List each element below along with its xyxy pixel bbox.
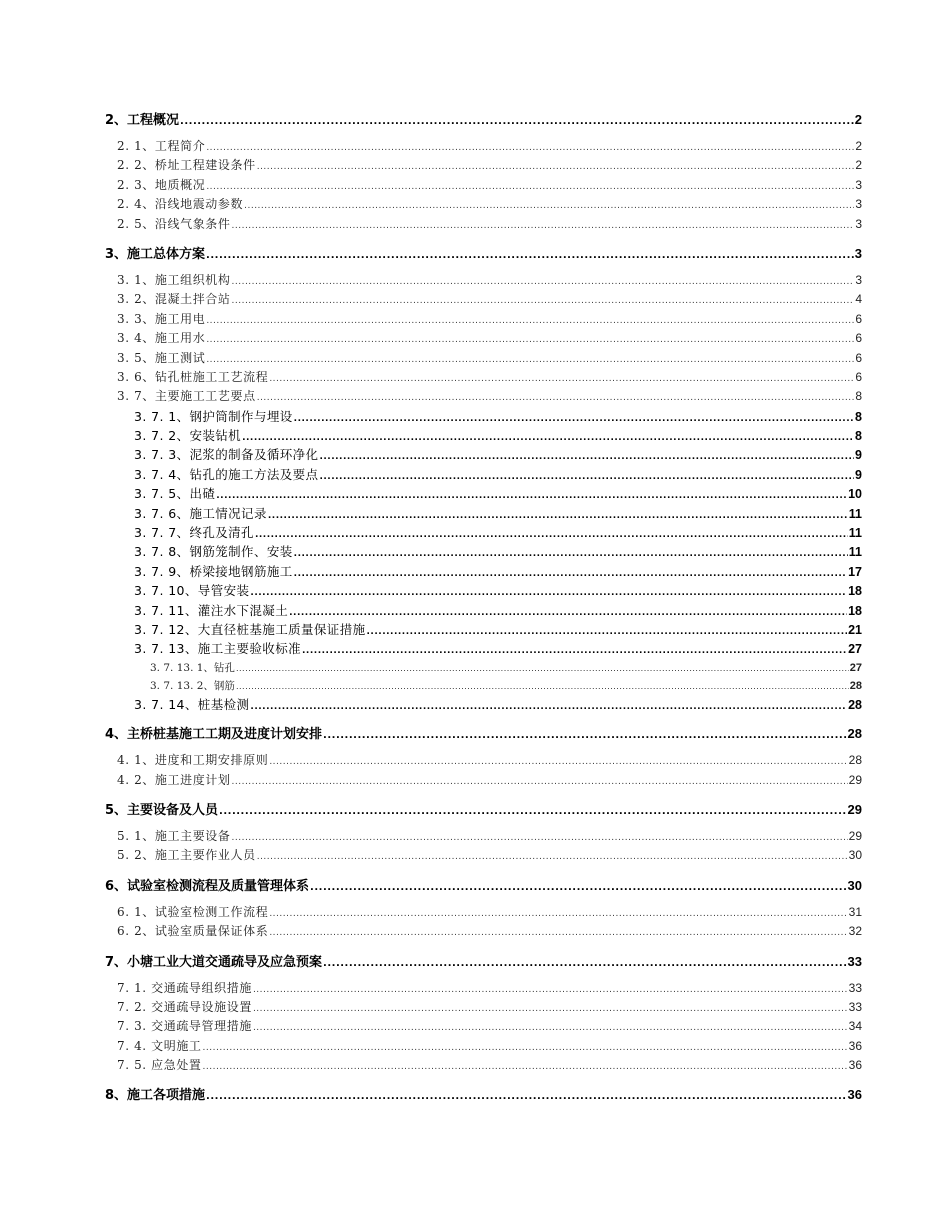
dot-leader — [244, 197, 854, 216]
dot-leader — [232, 829, 848, 848]
toc-entry-label: 3. 7. 13. 1、钻孔 — [150, 661, 235, 674]
toc-entry-page-number: 17 — [848, 564, 862, 579]
toc-entry-page-number: 33 — [848, 999, 862, 1014]
dot-leader — [323, 954, 846, 973]
toc-entry-page-number: 3 — [855, 216, 862, 231]
dot-leader — [232, 217, 855, 236]
toc-entry-page-number: 36 — [847, 1087, 862, 1103]
toc-entry-label: 2. 2、桥址工程建设条件 — [117, 158, 256, 173]
toc-entry-page-number: 6 — [855, 350, 862, 365]
toc-entry-level-3[interactable] — [105, 523, 862, 542]
toc-entry-page-number: 6 — [855, 369, 862, 384]
toc-entry-page-number: 34 — [848, 1019, 862, 1034]
toc-entry-level-2[interactable] — [105, 1037, 862, 1056]
dot-leader — [294, 545, 848, 564]
toc-entry-page-number: 36 — [848, 1058, 862, 1073]
dot-leader — [232, 273, 855, 292]
toc-entry-label: 3. 5、施工测试 — [117, 350, 206, 365]
toc-entry-page-number: 10 — [848, 487, 862, 502]
toc-entry-level-3[interactable] — [105, 407, 862, 426]
toc-entry-label: 3. 7. 2、安装钻机 — [134, 428, 242, 444]
toc-entry-page-number: 3 — [855, 272, 862, 287]
toc-entry-label: 5. 1、施工主要设备 — [117, 828, 231, 843]
toc-entry-page-number: 29 — [847, 801, 862, 817]
toc-entry-label: 3. 7. 12、大直径桩基施工质量保证措施 — [134, 621, 366, 637]
toc-entry-page-number: 2 — [855, 139, 862, 153]
toc-entry-page-number: 8 — [855, 429, 862, 444]
toc-entry-label: 7、小塘工业大道交通疏导及应急预案 — [105, 954, 323, 970]
toc-entry-label: 4. 2、施工进度计划 — [117, 772, 231, 787]
toc-entry-level-1[interactable] — [105, 800, 862, 819]
dot-leader — [219, 802, 846, 821]
toc-entry-page-number: 29 — [848, 772, 862, 787]
toc-entry-label: 2、工程概况 — [105, 113, 180, 128]
dot-leader — [294, 410, 854, 429]
dot-leader — [257, 389, 855, 408]
toc-entry-level-1[interactable] — [105, 724, 862, 743]
toc-entry-level-2[interactable] — [105, 329, 862, 348]
dot-leader — [253, 1019, 848, 1038]
toc-entry-page-number: 32 — [848, 924, 862, 939]
toc-entry-level-2[interactable] — [105, 215, 862, 234]
toc-entry-label: 3. 2、混凝土拌合站 — [117, 292, 231, 307]
toc-entry-page-number: 18 — [848, 603, 862, 618]
toc-entry-level-2[interactable] — [105, 156, 862, 175]
toc-entry-page-number: 27 — [849, 661, 862, 674]
dot-leader — [203, 1058, 848, 1077]
toc-entry-page-number: 11 — [848, 545, 862, 560]
toc-entry-page-number: 30 — [848, 848, 862, 863]
dot-leader — [206, 351, 854, 370]
dot-leader — [232, 292, 855, 311]
toc-entry-page-number: 6 — [855, 311, 862, 326]
toc-entry-page-number: 36 — [848, 1038, 862, 1053]
toc-entry-level-3[interactable] — [105, 601, 862, 620]
toc-entry-level-3[interactable] — [105, 562, 862, 581]
toc-entry-label: 3. 1、施工组织机构 — [117, 272, 231, 287]
toc-entry-page-number: 28 — [847, 726, 862, 742]
toc-entry-level-4[interactable] — [105, 659, 862, 677]
toc-entry-level-2[interactable] — [105, 310, 862, 329]
toc-entry-page-number: 28 — [848, 753, 862, 768]
toc-entry-label: 3. 7. 9、桥梁接地钢筋施工 — [134, 563, 293, 579]
toc-entry-label: 4. 1、进度和工期安排原则 — [117, 753, 269, 768]
toc-entry-label: 7. 4. 文明施工 — [117, 1038, 202, 1053]
toc-entry-level-2[interactable] — [105, 195, 862, 214]
toc-entry-level-3[interactable] — [105, 484, 862, 503]
toc-entry-label: 2. 5、沿线气象条件 — [117, 216, 231, 231]
toc-entry-page-number: 9 — [855, 467, 862, 482]
toc-entry-level-2[interactable] — [105, 771, 862, 790]
toc-entry-level-3[interactable] — [105, 445, 862, 464]
toc-entry-label: 7. 2. 交通疏导设施设置 — [117, 999, 252, 1014]
toc-entry-level-2[interactable] — [105, 290, 862, 309]
dot-leader — [242, 429, 854, 448]
toc-entry-label: 7. 1. 交通疏导组织措施 — [117, 980, 252, 995]
dot-leader — [319, 448, 854, 467]
toc-entry-label: 7. 5. 应急处置 — [117, 1058, 202, 1073]
toc-entry-page-number: 18 — [848, 584, 862, 599]
toc-entry-label: 3. 7、主要施工工艺要点 — [117, 389, 256, 404]
toc-entry-label: 3. 4、施工用水 — [117, 331, 206, 346]
dot-leader — [206, 139, 854, 158]
dot-leader — [269, 905, 847, 924]
dot-leader — [310, 878, 846, 897]
dot-leader — [253, 1000, 848, 1019]
toc-entry-page-number: 11 — [848, 526, 862, 541]
toc-entry-page-number: 29 — [848, 828, 862, 843]
dot-leader — [236, 660, 849, 678]
toc-entry-label: 3. 7. 14、桩基检测 — [134, 696, 250, 712]
toc-entry-page-number: 3 — [854, 245, 862, 261]
toc-entry-label: 3. 7. 1、钢护筒制作与埋设 — [134, 408, 293, 424]
toc-entry-label: 3. 6、钻孔桩施工工艺流程 — [117, 369, 269, 384]
toc-entry-level-2[interactable] — [105, 998, 862, 1017]
toc-entry-page-number: 8 — [855, 409, 862, 424]
toc-entry-level-2[interactable] — [105, 979, 862, 998]
toc-entry-level-2[interactable] — [105, 387, 862, 406]
toc-entry-page-number: 33 — [848, 980, 862, 995]
toc-entry-page-number: 3 — [855, 197, 862, 212]
dot-leader — [367, 623, 848, 642]
toc-entry-level-3[interactable] — [105, 639, 862, 658]
toc-entry-label: 6. 1、试验室检测工作流程 — [117, 904, 269, 919]
toc-entry-page-number: 30 — [847, 877, 862, 893]
toc-entry-level-3[interactable] — [105, 581, 862, 600]
toc-entry-page-number: 2 — [855, 158, 862, 173]
toc-entry-level-2[interactable] — [105, 176, 862, 195]
toc-entry-page-number: 11 — [848, 506, 862, 521]
toc-entry-label: 6. 2、试验室质量保证体系 — [117, 924, 269, 939]
toc-entry-page-number: 28 — [849, 679, 862, 692]
toc-entry-level-3[interactable] — [105, 426, 862, 445]
toc-entry-page-number: 6 — [855, 331, 862, 346]
toc-entry-level-1[interactable] — [105, 1085, 862, 1104]
toc-entry-page-number: 31 — [848, 904, 862, 919]
dot-leader — [232, 773, 848, 792]
toc-entry-level-3[interactable] — [105, 504, 862, 523]
toc-entry-level-1[interactable] — [105, 244, 862, 263]
toc-entry-level-1[interactable] — [105, 110, 862, 129]
toc-entry-label: 3. 7. 3、泥浆的制备及循环净化 — [134, 447, 319, 463]
toc-entry-level-2[interactable] — [105, 349, 862, 368]
toc-entry-label: 3. 7. 5、出碴 — [134, 486, 216, 502]
toc-entry-label: 2. 4、沿线地震动参数 — [117, 197, 244, 212]
dot-leader — [206, 331, 854, 350]
toc-entry-label: 7. 3. 交通疏导管理措施 — [117, 1019, 252, 1034]
toc-entry-page-number: 9 — [855, 448, 862, 463]
dot-leader — [216, 487, 847, 506]
dot-leader — [268, 507, 848, 526]
toc-entry-label: 3. 7. 4、钻孔的施工方法及要点 — [134, 466, 319, 482]
toc-entry-label: 2. 1、工程简介 — [117, 139, 206, 153]
toc-entry-level-4[interactable] — [105, 677, 862, 695]
dot-leader — [269, 370, 854, 389]
toc-entry-label: 5. 2、施工主要作业人员 — [117, 848, 256, 863]
toc-entry-level-2[interactable] — [105, 922, 862, 941]
toc-entry-label: 3. 7. 8、钢筋笼制作、安装 — [134, 544, 293, 560]
toc-entry-label: 3. 7. 6、施工情况记录 — [134, 505, 267, 521]
toc-entry-label: 3. 7. 7、终孔及清孔 — [134, 525, 254, 541]
dot-leader — [255, 526, 848, 545]
dot-leader — [319, 468, 854, 487]
toc-entry-level-2[interactable] — [105, 271, 862, 290]
dot-leader — [257, 848, 848, 867]
dot-leader — [257, 158, 855, 177]
dot-leader — [253, 981, 848, 1000]
table-of-contents — [105, 100, 862, 1112]
dot-leader — [203, 1039, 848, 1058]
toc-entry-level-2[interactable] — [105, 903, 862, 922]
toc-entry-level-1[interactable] — [105, 876, 862, 895]
toc-entry-level-2[interactable] — [105, 846, 862, 865]
toc-entry-page-number: 28 — [848, 697, 862, 712]
dot-leader — [236, 678, 849, 696]
toc-entry-level-2[interactable] — [105, 1056, 862, 1075]
dot-leader — [180, 112, 854, 131]
toc-entry-level-3[interactable] — [105, 465, 862, 484]
toc-entry-page-number: 4 — [855, 292, 862, 307]
toc-entry-label: 6、试验室检测流程及质量管理体系 — [105, 878, 310, 894]
dot-leader — [250, 584, 847, 603]
toc-entry-page-number: 8 — [855, 389, 862, 404]
dot-leader — [269, 924, 847, 943]
toc-entry-page-number: 33 — [847, 953, 862, 969]
dot-leader — [206, 178, 854, 197]
toc-entry-label: 5、主要设备及人员 — [105, 802, 219, 818]
dot-leader — [206, 312, 854, 331]
dot-leader — [289, 604, 847, 623]
dot-leader — [323, 726, 846, 745]
dot-leader — [294, 565, 847, 584]
toc-entry-label: 4、主桥桩基施工工期及进度计划安排 — [105, 727, 323, 743]
toc-entry-label: 3. 7. 13、施工主要验收标准 — [134, 641, 302, 657]
dot-leader — [206, 246, 854, 265]
toc-entry-label: 3. 7. 10、导管安装 — [134, 583, 250, 599]
dot-leader — [250, 698, 847, 717]
toc-entry-label: 3. 7. 13. 2、钢筋 — [150, 679, 235, 692]
toc-entry-level-1[interactable] — [105, 952, 862, 971]
toc-entry-level-2[interactable] — [105, 1017, 862, 1036]
toc-entry-label: 3. 7. 11、灌注水下混凝土 — [134, 602, 289, 618]
toc-entry-page-number: 27 — [848, 642, 862, 657]
toc-entry-page-number: 2 — [854, 112, 862, 127]
toc-entry-level-2[interactable] — [105, 751, 862, 770]
toc-entry-level-2[interactable] — [105, 137, 862, 156]
toc-entry-label: 8、施工各项措施 — [105, 1088, 206, 1104]
toc-entry-level-2[interactable] — [105, 368, 862, 387]
dot-leader — [206, 1087, 846, 1106]
toc-entry-level-3[interactable] — [105, 695, 862, 714]
toc-entry-label: 2. 3、地质概况 — [117, 177, 206, 192]
toc-entry-level-3[interactable] — [105, 620, 862, 639]
dot-leader — [269, 753, 847, 772]
toc-entry-level-3[interactable] — [105, 542, 862, 561]
toc-entry-page-number: 21 — [848, 622, 862, 637]
toc-entry-page-number: 3 — [855, 177, 862, 192]
toc-entry-label: 3. 3、施工用电 — [117, 311, 206, 326]
toc-entry-level-2[interactable] — [105, 827, 862, 846]
toc-entry-label: 3、施工总体方案 — [105, 246, 206, 262]
